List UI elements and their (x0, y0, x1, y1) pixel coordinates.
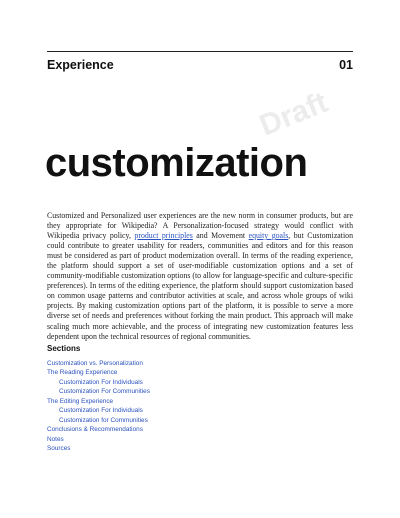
toc-subitem[interactable]: Customization For Individuals (59, 407, 143, 415)
draft-watermark: Draft (255, 85, 333, 143)
equity-goals-link[interactable]: equity goals (248, 231, 289, 241)
header-rule (47, 51, 353, 52)
body-text-part-1: Customized and Personalized user experiences are the new norm in consumer products, but are they appropriate for Wikipedia? A Personalization-focused strategy would conflict with Wikipedia privacy policy, (47, 211, 353, 241)
product-principles-link[interactable]: product principles (134, 231, 193, 241)
toc-subitem[interactable]: Customization For Individuals (59, 378, 143, 386)
toc-item[interactable]: Sources (47, 445, 71, 453)
toc-item[interactable]: Customization vs. Personalization (47, 360, 143, 367)
toc-subitem[interactable]: Customization for Communities (59, 416, 148, 424)
toc-item[interactable]: Conclusions & Recommendations (47, 426, 143, 434)
body-text-part-2: and Movement (192, 231, 249, 241)
sections-list (47, 359, 150, 454)
sections-heading: Sections (47, 344, 81, 353)
body-paragraph (47, 211, 353, 342)
page-header (47, 58, 353, 72)
toc-item[interactable]: The Editing Experience (47, 397, 114, 405)
section-label: Experience (47, 58, 114, 72)
toc-item[interactable]: Notes (47, 435, 64, 443)
chapter-number: 01 (339, 58, 353, 72)
body-text-part-3: , but Customization could contribute to greater usability for readers, communities and editors and for this reason must be considered as part of product modernization overall. In terms of the reading experience, the platform should support a set of user-modifiable customization options and a set of community-modifiable customization options (to allow for language-specific and culture-specific preferences). In terms of the editing experience, the platform should support customization based on common usage patterns and contributor activities at scale, and across whole groups of wiki projects. By making customization options part of the platform, it is possible to serve a more diverse set of needs and preferences without forking the main product. This approach will make scaling much more achievable, and the process of integrating new customization features less dependent upon the technical resources of regional communities. (47, 231, 353, 341)
toc-item[interactable]: The Reading Experience (47, 369, 118, 377)
toc-subitem[interactable]: Customization For Communities (59, 388, 150, 396)
page-title: customization (45, 141, 308, 185)
